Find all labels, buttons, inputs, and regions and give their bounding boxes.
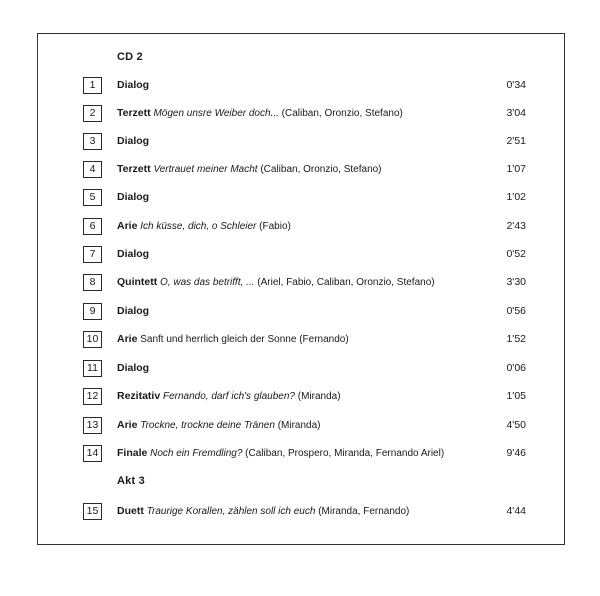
- track-kind: Terzett: [117, 163, 151, 175]
- track-row: [0, 360, 600, 378]
- track-title: Ich küsse, dich, o Schleier: [140, 221, 257, 232]
- track-duration: 0'52: [506, 248, 526, 260]
- track-duration: 1'07: [506, 163, 526, 175]
- track-description: [117, 77, 149, 94]
- section-heading-cd2: CD 2: [117, 51, 143, 63]
- track-description: [117, 360, 149, 377]
- track-row: [0, 189, 600, 207]
- track-row: [0, 388, 600, 406]
- track-kind: Arie: [117, 220, 138, 232]
- track-row: [0, 503, 600, 521]
- track-number: 13: [83, 417, 102, 434]
- track-number: 1: [83, 77, 102, 94]
- track-row: [0, 246, 600, 264]
- track-cast: (Fabio): [259, 221, 291, 232]
- track-number: 8: [83, 274, 102, 291]
- track-description: [117, 105, 403, 122]
- track-kind: Dialog: [117, 191, 150, 203]
- track-kind: Terzett: [117, 107, 151, 119]
- track-description: [117, 246, 149, 263]
- track-description: [117, 161, 382, 178]
- track-number: 14: [83, 445, 102, 462]
- track-duration: 1'52: [506, 333, 526, 345]
- track-number: 2: [83, 105, 102, 122]
- track-row: [0, 417, 600, 435]
- track-duration: 2'43: [506, 220, 526, 232]
- track-number: 11: [83, 360, 102, 377]
- track-number: 6: [83, 218, 102, 235]
- track-kind: Dialog: [117, 305, 150, 317]
- track-description: [117, 274, 435, 291]
- track-kind: Duett: [117, 505, 144, 517]
- track-kind: Dialog: [117, 248, 150, 260]
- track-description: [117, 303, 149, 320]
- track-number: 3: [83, 133, 102, 150]
- track-row: [0, 77, 600, 95]
- track-title-plain: Sanft und herrlich gleich der Sonne: [140, 334, 297, 345]
- track-row: [0, 161, 600, 179]
- track-cast: (Miranda): [277, 420, 321, 431]
- track-duration: 1'05: [506, 390, 526, 402]
- track-kind: Finale: [117, 447, 148, 459]
- track-kind: Dialog: [117, 362, 150, 374]
- track-title: Trockne, trockne deine Tränen: [140, 420, 275, 431]
- track-kind: Arie: [117, 333, 138, 345]
- track-description: [117, 417, 321, 434]
- track-cast: (Miranda): [297, 391, 341, 402]
- track-cast: (Fernando): [299, 334, 349, 345]
- track-row: [0, 218, 600, 236]
- track-cast: (Ariel, Fabio, Caliban, Oronzio, Stefano): [257, 277, 435, 288]
- track-description: [117, 445, 444, 462]
- track-description: [117, 133, 149, 150]
- track-cast: (Caliban, Prospero, Miranda, Fernando Ariel): [245, 448, 445, 459]
- track-number: 12: [83, 388, 102, 405]
- track-number: 10: [83, 331, 102, 348]
- track-row: [0, 274, 600, 292]
- track-number: 7: [83, 246, 102, 263]
- track-kind: Arie: [117, 419, 138, 431]
- track-number: 15: [83, 503, 102, 520]
- track-kind: Dialog: [117, 79, 150, 91]
- track-title: Traurige Korallen, zählen soll ich euch: [146, 506, 316, 517]
- track-title: Noch ein Fremdling?: [150, 448, 243, 459]
- track-duration: 2'51: [506, 135, 526, 147]
- track-row: [0, 105, 600, 123]
- track-title: Fernando, darf ich's glauben?: [162, 391, 295, 402]
- track-description: [117, 388, 341, 405]
- track-duration: 0'56: [506, 305, 526, 317]
- track-kind: Dialog: [117, 135, 150, 147]
- track-description: [117, 218, 291, 235]
- track-duration: 9'46: [506, 447, 526, 459]
- track-cast: (Caliban, Oronzio, Stefano): [260, 164, 382, 175]
- track-duration: 0'06: [506, 362, 526, 374]
- section-heading-akt3: Akt 3: [117, 475, 145, 487]
- track-cast: (Miranda, Fernando): [318, 506, 410, 517]
- track-title: Mögen unsre Weiber doch...: [153, 108, 279, 119]
- track-row: [0, 133, 600, 151]
- track-kind: Rezitativ: [117, 390, 161, 402]
- track-row: [0, 331, 600, 349]
- track-duration: 4'50: [506, 419, 526, 431]
- track-title: O, was das betrifft, ...: [160, 277, 255, 288]
- track-title: Vertrauet meiner Macht: [153, 164, 258, 175]
- track-number: 9: [83, 303, 102, 320]
- track-number: 4: [83, 161, 102, 178]
- track-description: [117, 503, 409, 520]
- track-duration: 3'30: [506, 276, 526, 288]
- track-duration: 4'44: [506, 505, 526, 517]
- track-cast: (Caliban, Oronzio, Stefano): [281, 108, 403, 119]
- track-row: [0, 303, 600, 321]
- track-description: [117, 331, 349, 348]
- track-kind: Quintett: [117, 276, 158, 288]
- track-row: [0, 445, 600, 463]
- track-duration: 1'02: [506, 191, 526, 203]
- track-duration: 3'04: [506, 107, 526, 119]
- track-duration: 0'34: [506, 79, 526, 91]
- track-number: 5: [83, 189, 102, 206]
- track-description: [117, 189, 149, 206]
